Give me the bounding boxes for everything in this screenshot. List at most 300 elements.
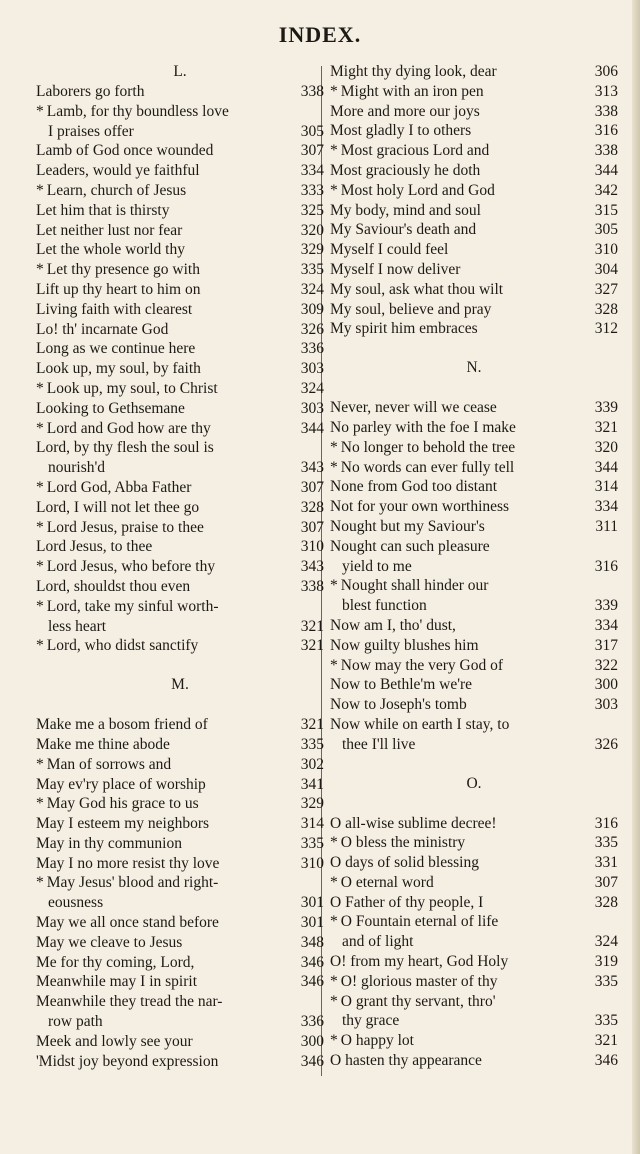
- page-number: 344: [594, 458, 618, 476]
- entry-title: [330, 300, 582, 320]
- page-number: 329: [300, 241, 324, 259]
- entry-first-line: Leaders, would ye faithful: [36, 162, 200, 180]
- entry-title: [330, 477, 582, 497]
- index-entry: [330, 912, 618, 952]
- entry-title: [36, 201, 288, 221]
- entry-first-line: Lord, shouldst thou even: [36, 577, 191, 595]
- entry-title: [330, 952, 582, 972]
- index-entry: [36, 82, 324, 102]
- page-number: 303: [300, 399, 324, 417]
- entry-first-line: No parley with the foe I make: [330, 418, 516, 436]
- asterisk-marker: *: [330, 82, 338, 100]
- index-entry: [330, 181, 618, 201]
- page-number: 304: [594, 260, 618, 278]
- entry-first-line: My soul, believe and pray: [330, 300, 492, 318]
- entry-first-line: Lord Jesus, praise to thee: [46, 518, 204, 536]
- asterisk-marker: *: [330, 577, 338, 595]
- entry-continuation: thy grace: [342, 1012, 400, 1030]
- index-entry: [36, 359, 324, 379]
- entry-first-line: Man of sorrows and: [46, 755, 172, 773]
- entry-first-line: Most holy Lord and God: [340, 181, 495, 199]
- page-number: 310: [300, 854, 324, 872]
- entry-first-line: Now may the very God of: [340, 656, 504, 674]
- entry-title: [36, 320, 288, 340]
- index-entry: [36, 141, 324, 161]
- entry-title: [330, 438, 582, 458]
- entry-first-line: O grant thy servant, thro': [340, 992, 496, 1010]
- index-entry: [36, 715, 324, 735]
- entry-title: [330, 418, 582, 438]
- page-number: 303: [594, 696, 618, 714]
- entry-title: [36, 240, 288, 260]
- page-number: 312: [594, 320, 618, 338]
- entry-title: [330, 853, 582, 873]
- entry-title: [330, 458, 582, 478]
- index-entry: [36, 161, 324, 181]
- entry-first-line: Lamb, for thy boundless love: [46, 102, 229, 120]
- index-entry: [36, 873, 324, 913]
- index-entry: [330, 576, 618, 616]
- entry-first-line: Lord, take my sinful worth-: [46, 597, 219, 615]
- entry-first-line: Myself I now deliver: [330, 260, 461, 278]
- entry-title: [330, 497, 582, 517]
- entry-title: [330, 161, 582, 181]
- page-number: 338: [594, 142, 618, 160]
- index-entry: [36, 280, 324, 300]
- entry-continuation: eousness: [48, 894, 104, 912]
- entry-first-line: More and more our joys: [330, 102, 480, 120]
- entry-title: [36, 913, 288, 933]
- entry-title: [36, 82, 288, 102]
- entry-title: [36, 597, 288, 637]
- entry-title: [330, 181, 582, 201]
- entry-title: [330, 576, 582, 616]
- entry-title: [36, 577, 288, 597]
- index-entry: [36, 854, 324, 874]
- asterisk-marker: *: [330, 656, 338, 674]
- page-number: 334: [594, 498, 618, 516]
- entry-first-line: My body, mind and soul: [330, 201, 481, 219]
- asterisk-marker: *: [36, 874, 44, 892]
- index-column-right: [330, 62, 618, 1071]
- entry-title: [330, 873, 582, 893]
- entry-first-line: O! glorious master of thy: [340, 972, 498, 990]
- entry-title: [330, 636, 582, 656]
- entry-first-line: O Father of thy people, I: [330, 893, 484, 911]
- index-entry: [36, 537, 324, 557]
- entry-title: [330, 102, 582, 122]
- entry-title: [36, 181, 288, 201]
- entry-title: [36, 972, 288, 992]
- page-number: 320: [300, 221, 324, 239]
- entry-title: [36, 280, 288, 300]
- index-entry: [36, 933, 324, 953]
- entry-title: [36, 814, 288, 834]
- asterisk-marker: *: [36, 518, 44, 536]
- page-number: 338: [594, 102, 618, 120]
- index-entry: [330, 675, 618, 695]
- entry-first-line: Meek and lowly see your: [36, 1032, 193, 1050]
- page-number: 338: [300, 577, 324, 595]
- index-entry: [330, 952, 618, 972]
- entry-continuation: nourish'd: [48, 459, 106, 477]
- entry-title: [36, 557, 288, 577]
- page-number: 305: [594, 221, 618, 239]
- entry-title: [330, 62, 582, 82]
- entry-first-line: 'Midst joy beyond expression: [36, 1052, 219, 1070]
- index-entry: [330, 497, 618, 517]
- entry-first-line: Nought can such pleasure: [330, 537, 490, 555]
- entry-first-line: Lamb of God once wounded: [36, 142, 214, 160]
- index-entry: [36, 181, 324, 201]
- asterisk-marker: *: [330, 142, 338, 160]
- page-number: 324: [300, 379, 324, 397]
- entry-title: [330, 537, 582, 577]
- entry-first-line: Look up, my soul, to Christ: [46, 379, 218, 397]
- entry-title: [36, 715, 288, 735]
- entry-first-line: Might thy dying look, dear: [330, 63, 497, 80]
- entry-first-line: O bless the ministry: [340, 834, 466, 852]
- page-number: 321: [594, 418, 618, 436]
- entry-title: [330, 893, 582, 913]
- entry-first-line: Lo! th' incarnate God: [36, 320, 169, 338]
- entry-title: [330, 260, 582, 280]
- entry-continuation: I praises offer: [48, 122, 134, 140]
- entry-title: [36, 834, 288, 854]
- page-number: 320: [594, 438, 618, 456]
- entry-title: [330, 280, 582, 300]
- index-entry: [36, 597, 324, 637]
- entry-title: [36, 992, 288, 1032]
- entry-first-line: No words can ever fully tell: [340, 458, 515, 476]
- entry-first-line: Look up, my soul, by faith: [36, 360, 201, 378]
- asterisk-marker: *: [36, 379, 44, 397]
- section-heading: L.: [173, 63, 187, 80]
- entry-title: [330, 82, 582, 102]
- page-number: 324: [300, 280, 324, 298]
- index-entry: [330, 62, 618, 82]
- index-entry: [36, 201, 324, 221]
- entry-title: [36, 794, 288, 814]
- asterisk-marker: *: [330, 972, 338, 990]
- index-entry: [330, 636, 618, 656]
- page-number: 333: [300, 181, 324, 199]
- index-entry: [36, 577, 324, 597]
- page-number: 335: [594, 972, 618, 990]
- page-number: 339: [594, 399, 618, 417]
- asterisk-marker: *: [36, 795, 44, 813]
- entry-title: [330, 656, 582, 676]
- entry-title: [330, 695, 582, 715]
- page-number: 346: [594, 1052, 618, 1070]
- asterisk-marker: *: [36, 558, 44, 576]
- page-number: 321: [594, 1032, 618, 1050]
- entry-continuation: blest function: [342, 597, 427, 615]
- entry-title: [330, 398, 582, 418]
- index-entry: [330, 833, 618, 853]
- entry-title: [36, 933, 288, 953]
- index-entry: [36, 478, 324, 498]
- page-number: 314: [594, 478, 618, 496]
- entry-first-line: Not for your own worthiness: [330, 498, 510, 516]
- entry-first-line: Lord, who didst sanctify: [46, 637, 199, 655]
- page-number: 336: [300, 340, 324, 358]
- entry-first-line: Living faith with clearest: [36, 300, 193, 318]
- index-entry: [36, 913, 324, 933]
- entry-continuation: thee I'll live: [342, 735, 416, 753]
- asterisk-marker: *: [330, 458, 338, 476]
- page-number: 335: [594, 834, 618, 852]
- index-entry: [36, 221, 324, 241]
- entry-first-line: Most gladly I to others: [330, 122, 472, 140]
- page-number: 335: [594, 1012, 618, 1030]
- entry-title: [36, 300, 288, 320]
- entry-first-line: Most graciously he doth: [330, 161, 481, 179]
- asterisk-marker: *: [330, 438, 338, 456]
- page-number: 316: [594, 122, 618, 140]
- index-entry: [330, 319, 618, 339]
- page-number: 301: [300, 914, 324, 932]
- entry-title: [36, 102, 288, 142]
- index-entry: [36, 498, 324, 518]
- entry-title: [36, 221, 288, 241]
- entry-first-line: May we all once stand before: [36, 914, 219, 932]
- page-number: 311: [595, 517, 618, 535]
- entry-first-line: Now am I, tho' dust,: [330, 616, 456, 634]
- index-entry: [330, 972, 618, 992]
- entry-title: [36, 735, 288, 755]
- entry-first-line: Lord Jesus, to thee: [36, 538, 153, 556]
- entry-first-line: Let neither lust nor fear: [36, 221, 183, 239]
- entry-first-line: O all-wise sublime decree!: [330, 814, 497, 832]
- entry-title: [36, 854, 288, 874]
- entry-first-line: Might with an iron pen: [340, 82, 484, 100]
- index-entry: [330, 121, 618, 141]
- index-entry: [330, 161, 618, 181]
- page-number: 334: [300, 162, 324, 180]
- page-number: 316: [594, 814, 618, 832]
- index-entry: [330, 102, 618, 122]
- page-number: 328: [300, 498, 324, 516]
- page-number: 339: [594, 597, 618, 615]
- asterisk-marker: *: [36, 755, 44, 773]
- entry-first-line: Now while on earth I stay, to: [330, 715, 510, 733]
- entry-first-line: Now to Joseph's tomb: [330, 696, 467, 714]
- index-entry: [330, 715, 618, 755]
- entry-first-line: None from God too distant: [330, 478, 498, 496]
- index-entry: [36, 379, 324, 399]
- entry-title: [36, 161, 288, 181]
- entry-first-line: O eternal word: [340, 873, 434, 891]
- entry-first-line: Lift up thy heart to him on: [36, 280, 201, 298]
- entry-title: [36, 399, 288, 419]
- page-number: 329: [300, 795, 324, 813]
- index-entry: [36, 438, 324, 478]
- index-entry: [330, 873, 618, 893]
- index-entry: [36, 1052, 324, 1072]
- entry-continuation: less heart: [48, 617, 107, 635]
- asterisk-marker: *: [36, 102, 44, 120]
- page-number: 310: [594, 241, 618, 259]
- asterisk-marker: *: [36, 478, 44, 496]
- index-entry: [330, 477, 618, 497]
- entry-first-line: My Saviour's death and: [330, 221, 477, 239]
- page-number: 321: [300, 637, 324, 655]
- index-entry: [330, 1031, 618, 1051]
- page-number: 300: [300, 1032, 324, 1050]
- entry-title: [36, 953, 288, 973]
- section-heading: O.: [466, 774, 482, 792]
- entry-continuation: yield to me: [342, 557, 412, 575]
- page-number: 348: [300, 933, 324, 951]
- index-entry: [36, 240, 324, 260]
- entry-first-line: Now to Bethle'm we're: [330, 676, 473, 694]
- index-entry: [330, 201, 618, 221]
- index-entry: [36, 992, 324, 1032]
- page-number: 319: [594, 953, 618, 971]
- page-number: 305: [300, 122, 324, 140]
- entry-title: [36, 537, 288, 557]
- index-entry: [330, 220, 618, 240]
- index-entry: [36, 775, 324, 795]
- entry-title: [330, 319, 582, 339]
- entry-title: [36, 379, 288, 399]
- entry-title: [330, 220, 582, 240]
- index-entry: [330, 695, 618, 715]
- asterisk-marker: *: [330, 913, 338, 931]
- index-entry: [330, 1051, 618, 1071]
- entry-first-line: Most gracious Lord and: [340, 142, 490, 160]
- entry-title: [330, 833, 582, 853]
- entry-first-line: Let the whole world thy: [36, 241, 185, 259]
- entry-title: [36, 419, 288, 439]
- entry-title: [330, 992, 582, 1032]
- index-entry: [36, 794, 324, 814]
- entry-title: [330, 616, 582, 636]
- page-number: 309: [300, 300, 324, 318]
- entry-first-line: May I esteem my neighbors: [36, 815, 210, 833]
- page-number: 331: [594, 854, 618, 872]
- index-entry: [330, 240, 618, 260]
- page-number: 322: [594, 656, 618, 674]
- index-entry: [36, 636, 324, 656]
- entry-title: [330, 240, 582, 260]
- entry-first-line: Make me thine abode: [36, 735, 170, 753]
- page-number: 343: [300, 459, 324, 477]
- index-entry: [36, 300, 324, 320]
- entry-first-line: Learn, church of Jesus: [46, 181, 187, 199]
- entry-title: [36, 260, 288, 280]
- entry-title: [36, 359, 288, 379]
- page-number: 335: [300, 261, 324, 279]
- index-entry: [330, 260, 618, 280]
- asterisk-marker: *: [36, 419, 44, 437]
- index-entry: [36, 339, 324, 359]
- index-entry: [36, 320, 324, 340]
- index-entry: [330, 616, 618, 636]
- index-entry: [330, 853, 618, 873]
- entry-title: [330, 1051, 582, 1071]
- entry-title: [330, 972, 582, 992]
- index-entry: [330, 656, 618, 676]
- entry-title: [36, 141, 288, 161]
- page-number: 341: [300, 775, 324, 793]
- index-entry: [330, 992, 618, 1032]
- entry-title: [330, 814, 582, 834]
- entry-title: [330, 912, 582, 952]
- asterisk-marker: *: [330, 873, 338, 891]
- asterisk-marker: *: [330, 181, 338, 199]
- page-number: 307: [300, 478, 324, 496]
- entry-first-line: O days of solid blessing: [330, 854, 479, 872]
- entry-title: [36, 438, 288, 478]
- asterisk-marker: *: [330, 992, 338, 1010]
- page-number: 334: [594, 616, 618, 634]
- entry-first-line: May Jesus' blood and right-: [46, 874, 219, 892]
- entry-title: [36, 873, 288, 913]
- entry-title: [36, 498, 288, 518]
- entry-first-line: Make me a bosom friend of: [36, 716, 208, 734]
- entry-title: [330, 1031, 582, 1051]
- page-number: 338: [300, 83, 324, 100]
- page-number: 307: [300, 142, 324, 160]
- page-number: 324: [594, 933, 618, 951]
- entry-first-line: O Fountain eternal of life: [340, 913, 499, 931]
- index-column-left: [36, 62, 324, 1071]
- entry-first-line: May we cleave to Jesus: [36, 933, 183, 951]
- asterisk-marker: *: [36, 637, 44, 655]
- entry-first-line: My spirit him embraces: [330, 320, 478, 338]
- entry-first-line: No longer to behold the tree: [340, 438, 516, 456]
- index-entry: [36, 814, 324, 834]
- page-number: 303: [300, 360, 324, 378]
- index-entry: [330, 893, 618, 913]
- asterisk-marker: *: [36, 261, 44, 279]
- index-entry: [36, 953, 324, 973]
- index-entry: [36, 557, 324, 577]
- entry-title: [330, 201, 582, 221]
- page-number: 327: [594, 280, 618, 298]
- page-number: 300: [594, 676, 618, 694]
- index-entry: [36, 972, 324, 992]
- section-heading: N.: [466, 359, 482, 377]
- index-entry: [36, 755, 324, 775]
- entry-first-line: Long as we continue here: [36, 340, 196, 358]
- index-entry: [36, 260, 324, 280]
- entry-title: [36, 775, 288, 795]
- entry-first-line: May in thy communion: [36, 834, 182, 852]
- index-entry: [330, 82, 618, 102]
- entry-first-line: Never, never will we cease: [330, 399, 497, 417]
- entry-title: [330, 517, 582, 537]
- page-number: 343: [300, 558, 324, 576]
- entry-title: [330, 141, 582, 161]
- entry-first-line: O! from my heart, God Holy: [330, 953, 509, 971]
- asterisk-marker: *: [36, 597, 44, 615]
- entry-first-line: Nought shall hinder our: [340, 577, 489, 595]
- entry-first-line: Lord, by thy flesh the soul is: [36, 439, 214, 457]
- page-number: 307: [300, 518, 324, 536]
- index-entry: [330, 398, 618, 418]
- entry-title: [36, 755, 288, 775]
- index-entry: [36, 834, 324, 854]
- entry-first-line: Looking to Gethsemane: [36, 399, 185, 417]
- entry-title: [330, 715, 582, 755]
- page-number: 326: [300, 320, 324, 338]
- entry-title: [330, 675, 582, 695]
- page-number: 321: [300, 617, 324, 635]
- entry-first-line: Meanwhile they tread the nar-: [36, 993, 223, 1011]
